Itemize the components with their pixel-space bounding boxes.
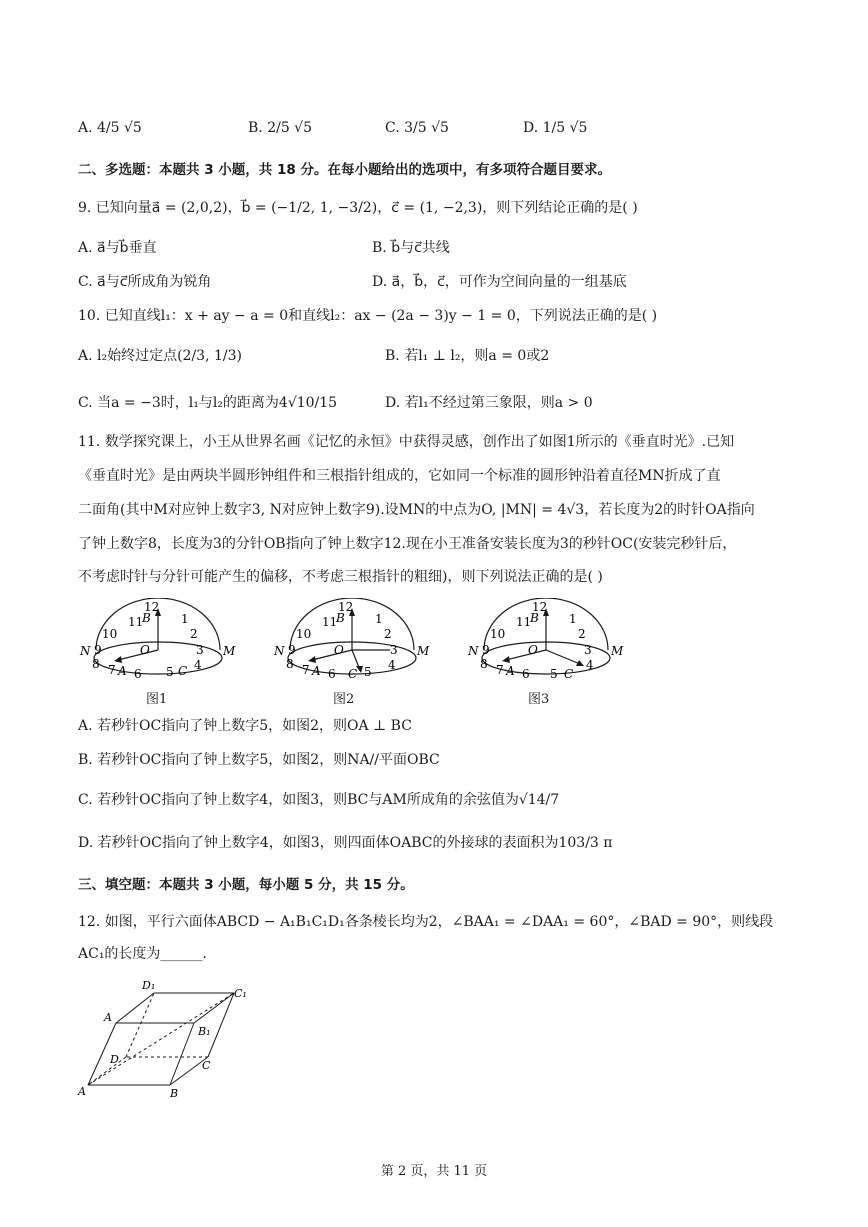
svg-text:3: 3	[390, 643, 398, 657]
q11-line-4: 了钟上数字8，长度为3的分针OB指向了钟上数字12.现在小王准备安装长度为3的秒针OC(安装完秒针后，	[78, 536, 737, 552]
q11-option-c: C. 若秒针OC指向了钟上数字4，如图3，则BC与AM所成角的余弦值为√14/7	[78, 792, 560, 808]
svg-text:8: 8	[480, 657, 488, 671]
svg-text:M: M	[611, 644, 624, 658]
q9-option-c: C. a⃗与c⃗所成角为锐角	[78, 274, 212, 290]
svg-text:3: 3	[584, 643, 592, 657]
clock-number-4: 4	[194, 658, 202, 672]
point-c-label: C	[178, 664, 188, 678]
svg-text:5: 5	[364, 665, 372, 679]
q11-line-3: 二面角(其中M对应钟上数字3, N对应钟上数字9).设MN的中点为O, |MN| = 4√3，若长度为2的时针OA指向	[78, 502, 755, 518]
page-footer: 第 2 页，共 11 页	[380, 1164, 488, 1179]
svg-text:1: 1	[375, 612, 383, 626]
point-m-label: M	[223, 644, 236, 658]
svg-text:4: 4	[388, 658, 396, 672]
clock-number-2: 2	[190, 627, 198, 641]
clock-number-7: 7	[108, 663, 116, 677]
q12-line-1: 12. 如图，平行六面体ABCD − A₁B₁C₁D₁各条棱长均为2，∠BAA₁ = ∠DAA₁ = 60°，∠BAD = 90°，则线段	[78, 914, 774, 930]
q11-line-2: 《垂直时光》是由两块半圆形钟组件和三根指针组成的，它如同一个标准的圆形钟沿着直径MN折成了直	[78, 468, 721, 484]
q10-option-a: A. l₂始终过定点(2/3, 1/3)	[78, 348, 242, 364]
q9-option-b: B. b⃗与c⃗共线	[372, 240, 450, 256]
section-heading-multi-choice: 二、多选题：本题共 3 小题，共 18 分。在每小题给出的选项中，有多项符合题目要求。	[78, 162, 611, 178]
clock-number-10: 10	[102, 627, 118, 641]
q9-stem: 9. 已知向量a⃗ = (2,0,2)，b⃗ = (−1/2, 1, −3/2)，c⃗ = (1, −2,3)，则下列结论正确的是( )	[78, 200, 638, 216]
svg-text:C: C	[348, 667, 358, 681]
svg-text:B: B	[530, 611, 539, 625]
q8-option-b: B. 2/5 √5	[248, 120, 312, 136]
svg-text:O: O	[528, 643, 538, 657]
vertex-c1-label: C₁	[234, 987, 247, 1000]
svg-text:5: 5	[550, 667, 558, 681]
svg-text:9: 9	[482, 643, 490, 657]
clock-number-1: 1	[181, 612, 189, 626]
q11-option-a: A. 若秒针OC指向了钟上数字5，如图2，则OA ⊥ BC	[78, 718, 412, 734]
point-o-label: O	[140, 643, 150, 657]
svg-text:4: 4	[586, 658, 594, 672]
svg-text:11: 11	[322, 615, 338, 629]
vertex-a1-label: A	[104, 1011, 112, 1024]
section-heading-fill-in: 三、填空题：本题共 3 小题，每小题 5 分，共 15 分。	[78, 877, 414, 893]
figure-caption-1: 图1	[146, 692, 168, 707]
q8-option-d: D. 1/5 √5	[523, 120, 588, 136]
q8-option-c: C. 3/5 √5	[385, 120, 449, 136]
q11-line-5: 不考虑时针与分针可能产生的偏移，不考虑三根指针的粗细)，则下列说法正确的是( )	[78, 569, 603, 585]
svg-text:1: 1	[569, 612, 577, 626]
point-n-label: N	[80, 644, 91, 658]
clock-number-5: 5	[166, 665, 174, 679]
q10-option-d: D. 若l₁不经过第三象限，则a > 0	[385, 395, 593, 411]
point-a-label: A	[118, 664, 127, 678]
svg-text:10: 10	[490, 627, 506, 641]
clock-figure-2	[272, 598, 432, 688]
svg-text:7: 7	[302, 663, 310, 677]
q11-option-b: B. 若秒针OC指向了钟上数字5，如图2，则NA//平面OBC	[78, 752, 440, 768]
svg-text:11: 11	[516, 615, 532, 629]
q11-line-1: 11. 数学探究课上，小王从世界名画《记忆的永恒》中获得灵感，创作出了如图1所示的《垂直时光》.已知	[78, 434, 735, 450]
svg-text:9: 9	[288, 643, 296, 657]
svg-text:A: A	[312, 664, 321, 678]
svg-text:6: 6	[522, 667, 530, 681]
svg-text:2: 2	[384, 627, 392, 641]
vertex-b-label: B	[170, 1087, 179, 1100]
clock-figure-3	[466, 598, 626, 688]
svg-text:12: 12	[532, 600, 548, 614]
q9-option-d: D. a⃗，b⃗，c⃗，可作为空间向量的一组基底	[372, 274, 627, 290]
vertex-c-label: C	[202, 1059, 211, 1072]
q10-option-b: B. 若l₁ ⊥ l₂，则a = 0或2	[385, 348, 550, 364]
vertex-d-label: D	[110, 1053, 119, 1066]
q11-option-d: D. 若秒针OC指向了钟上数字4，如图3，则四面体OABC的外接球的表面积为103/3 π	[78, 835, 613, 851]
clock-number-9: 9	[94, 643, 102, 657]
svg-text:10: 10	[296, 627, 312, 641]
svg-text:8: 8	[286, 657, 294, 671]
q12-line-2: AC₁的长度为______.	[78, 946, 207, 962]
svg-text:O: O	[334, 643, 344, 657]
figure-caption-3: 图3	[528, 692, 550, 707]
vertex-d1-label: D₁	[142, 979, 156, 992]
q10-stem: 10. 已知直线l₁：x + ay − a = 0和直线l₂：ax − (2a − 3)y − 1 = 0，下列说法正确的是( )	[78, 308, 658, 324]
point-b-label: B	[142, 611, 151, 625]
svg-text:7: 7	[496, 663, 504, 677]
vertex-b1-label: B₁	[198, 1025, 211, 1038]
svg-text:M: M	[417, 644, 430, 658]
svg-text:6: 6	[328, 667, 336, 681]
figure-caption-2: 图2	[333, 692, 355, 707]
svg-text:A: A	[506, 664, 515, 678]
svg-text:B: B	[336, 611, 345, 625]
svg-text:12: 12	[338, 600, 354, 614]
svg-text:N: N	[274, 644, 285, 658]
clock-number-11: 11	[128, 615, 144, 629]
svg-text:N: N	[468, 644, 479, 658]
svg-text:2: 2	[578, 627, 586, 641]
clock-number-12: 12	[144, 600, 160, 614]
q9-option-a: A. a⃗与b⃗垂直	[78, 240, 157, 256]
q8-option-a: A. 4/5 √5	[78, 120, 142, 136]
q10-option-c: C. 当a = −3时，l₁与l₂的距离为4√10/15	[78, 395, 338, 411]
clock-number-8: 8	[92, 657, 100, 671]
svg-text:C: C	[564, 667, 574, 681]
vertex-a-label: A	[78, 1085, 86, 1098]
clock-number-3: 3	[196, 643, 204, 657]
parallelepiped-figure	[76, 975, 256, 1100]
clock-number-6: 6	[134, 667, 142, 681]
clock-figure-1	[78, 598, 238, 688]
